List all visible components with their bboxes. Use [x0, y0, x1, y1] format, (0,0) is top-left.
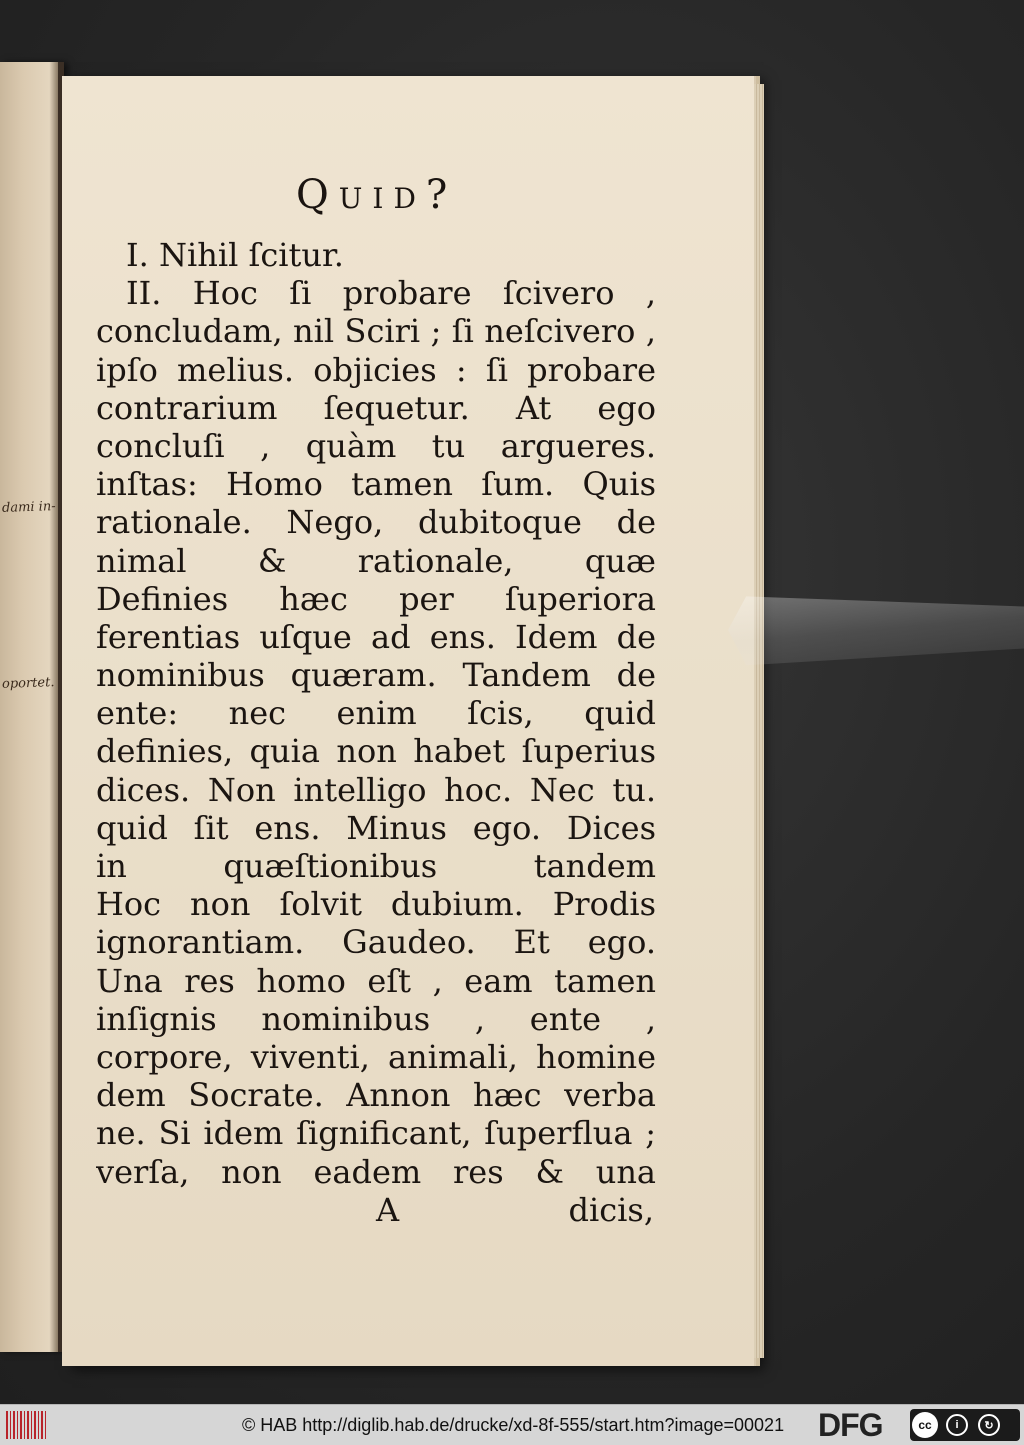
text-line: ne. Si idem ſignificant, ſuperflua ;: [96, 1114, 656, 1153]
text-line: I. Nihil ſcitur.: [126, 236, 344, 274]
dfg-logo: DFG: [818, 1407, 883, 1443]
book-page: [62, 76, 754, 1366]
text-line: definies, quia non habet ſuperius: [96, 732, 656, 771]
text-line: inſignis nominibus , ente ,: [96, 999, 656, 1038]
text-line: nominibus quæram. Tandem de: [96, 656, 656, 695]
credit-link[interactable]: © HAB http://diglib.hab.de/drucke/xd-8f-555/start.htm?image=00021: [242, 1415, 785, 1435]
signature-line: [96, 1191, 656, 1229]
text-line: in quæſtionibus tandem: [96, 847, 656, 885]
text-line: ente: nec enim ſcis, quid: [96, 694, 656, 733]
cc-icon: cc: [912, 1412, 938, 1438]
text-line: nimal & rationale, quæ: [96, 541, 656, 580]
page-text: [96, 236, 656, 1229]
margin-note: oportet.: [1, 675, 55, 692]
margin-note: dami in-: [1, 499, 56, 516]
text-line: ferentias uſque ad ens. Idem de: [96, 617, 656, 656]
text-line: rationale. Nego, dubitoque de: [96, 503, 656, 542]
text-line: ignorantiam. Gaudeo. Et ego.: [96, 923, 656, 962]
text-line: quid ſit ens. Minus ego. Dices: [96, 808, 656, 847]
hab-logo-icon: [6, 1411, 48, 1439]
text-line: II. Hoc ſi probare ſcivero ,: [126, 274, 656, 313]
text-line: Hoc non ſolvit dubium. Prodis: [96, 885, 656, 924]
text-line: Una res homo eſt , eam tamen: [96, 961, 656, 1000]
previous-page-edge: [0, 62, 64, 1352]
catchword: dicis,: [568, 1190, 654, 1229]
text-line: Definies hæc per ſuperiora: [96, 579, 656, 618]
page-headline: Quid?: [296, 172, 458, 218]
text-line: verſa, non eadem res & una: [96, 1152, 656, 1191]
text-line: inſtas: Homo tamen ſum. Quis: [96, 465, 656, 504]
footer-bar: [0, 1404, 1024, 1445]
text-line: concluſi , quàm tu argueres.: [96, 426, 656, 465]
signature-mark: A: [376, 1190, 400, 1229]
text-line: contrarium ſequetur. At ego: [96, 388, 656, 427]
text-line: dem Socrate. Annon hæc verba: [96, 1076, 656, 1115]
cc-license-badge[interactable]: [910, 1409, 1020, 1441]
text-line: corpore, viventi, animali, homine: [96, 1037, 656, 1076]
text-line: concludam, nil Sciri ; ſi neſcivero ,: [96, 312, 656, 351]
share-alike-icon: ↻: [978, 1414, 1000, 1436]
text-line: dices. Non intelligo hoc. Nec tu.: [96, 770, 656, 809]
glass-weight: [722, 588, 1024, 672]
attribution-icon: i: [946, 1414, 968, 1436]
text-line: ipſo melius. objicies : ſi probare: [96, 350, 656, 389]
